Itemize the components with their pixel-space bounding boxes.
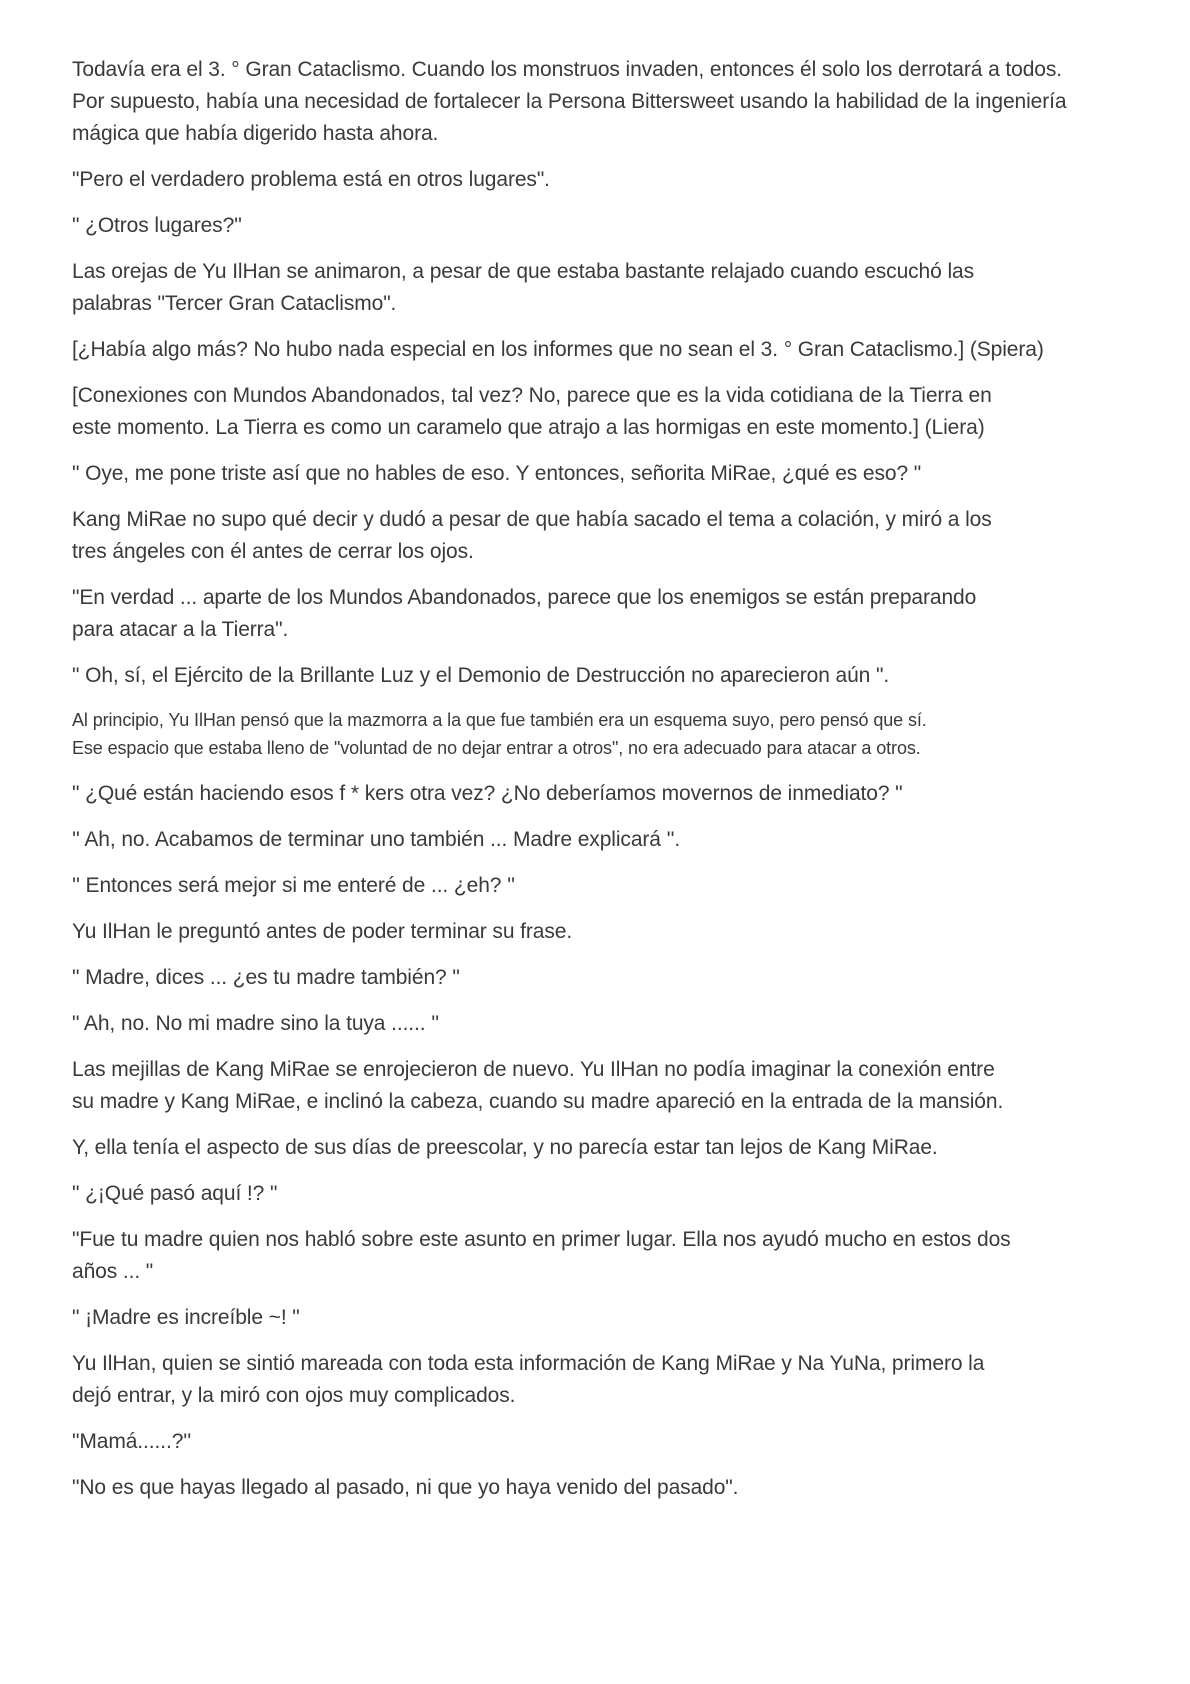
text-line: "No es que hayas llegado al pasado, ni que yo haya venido del pasado". [72, 1476, 739, 1499]
paragraph [72, 660, 1122, 692]
text-line: Todavía era el 3. ° Gran Cataclismo. Cuando los monstruos invaden, entonces él solo los derrotará a todos. [72, 58, 1063, 81]
paragraph [72, 1008, 1122, 1040]
text-line: Yu IlHan, quien se sintió mareada con toda esta información de Kang MiRae y Na YuNa, primero la [72, 1352, 985, 1375]
text-line: [¿Había algo más? No hubo nada especial en los informes que no sean el 3. ° Gran Cataclismo.] (Spiera) [72, 338, 1044, 361]
text-line: " ¿Qué están haciendo esos f * kers otra vez? ¿No deberíamos movernos de inmediato? " [72, 782, 903, 805]
text-line: para atacar a la Tierra". [72, 618, 289, 641]
paragraph [72, 256, 1122, 320]
paragraph [72, 582, 1122, 646]
paragraph [72, 706, 1122, 762]
paragraph [72, 870, 1122, 902]
text-line: '' Ah, no. Acabamos de terminar uno también ... Madre explicará ''. [72, 828, 681, 851]
text-line: Por supuesto, había una necesidad de fortalecer la Persona Bittersweet usando la habilidad de la ingeniería [72, 90, 1067, 113]
text-line: Y, ella tenía el aspecto de sus días de preescolar, y no parecía estar tan lejos de Kang MiRae. [72, 1136, 938, 1159]
paragraph [72, 824, 1122, 856]
text-line: " Ah, no. No mi madre sino la tuya ...... '' [72, 1012, 440, 1035]
document-page [72, 54, 1122, 1518]
text-line: Kang MiRae no supo qué decir y dudó a pesar de que había sacado el tema a colación, y miró a los [72, 508, 992, 531]
text-line: Ese espacio que estaba lleno de "voluntad de no dejar entrar a otros", no era adecuado para atacar a otros. [72, 738, 921, 758]
paragraph [72, 54, 1122, 150]
text-line: Las mejillas de Kang MiRae se enrojecieron de nuevo. Yu IlHan no podía imaginar la conexión entre [72, 1058, 995, 1081]
text-line: "Pero el verdadero problema está en otros lugares". [72, 168, 550, 191]
paragraph [72, 458, 1122, 490]
paragraph [72, 1302, 1122, 1334]
text-line: "En verdad ... aparte de los Mundos Abandonados, parece que los enemigos se están preparando [72, 586, 977, 609]
text-line: dejó entrar, y la miró con ojos muy complicados. [72, 1384, 516, 1407]
paragraph [72, 1132, 1122, 1164]
text-line: '' Entonces será mejor si me enteré de ... ¿eh? '' [72, 874, 515, 897]
text-line: " ¿¡Qué pasó aquí !? " [72, 1182, 278, 1205]
paragraph [72, 1054, 1122, 1118]
paragraph [72, 962, 1122, 994]
paragraph [72, 1178, 1122, 1210]
paragraph [72, 164, 1122, 196]
text-line: Al principio, Yu IlHan pensó que la mazmorra a la que fue también era un esquema suyo, pero pensó que sí. [72, 710, 927, 730]
paragraph [72, 504, 1122, 568]
paragraph [72, 1224, 1122, 1288]
text-line: mágica que había digerido hasta ahora. [72, 122, 439, 145]
text-line: años ... " [72, 1260, 154, 1283]
text-line: palabras "Tercer Gran Cataclismo". [72, 292, 397, 315]
paragraph [72, 1426, 1122, 1458]
paragraph [72, 210, 1122, 242]
paragraph [72, 1348, 1122, 1412]
text-line: Yu IlHan le preguntó antes de poder terminar su frase. [72, 920, 573, 943]
text-line: "Mamá......?'' [72, 1430, 192, 1453]
paragraph [72, 1472, 1122, 1504]
text-line: Las orejas de Yu IlHan se animaron, a pesar de que estaba bastante relajado cuando escuchó las [72, 260, 974, 283]
text-line: este momento. La Tierra es como un caramelo que atrajo a las hormigas en este momento.] (Liera) [72, 416, 985, 439]
text-line: " ¿Otros lugares?'' [72, 214, 242, 237]
text-line: " Oye, me pone triste así que no hables de eso. Y entonces, señorita MiRae, ¿qué es eso? " [72, 462, 922, 485]
paragraph [72, 380, 1122, 444]
paragraph [72, 778, 1122, 810]
text-line: " Oh, sí, el Ejército de la Brillante Luz y el Demonio de Destrucción no aparecieron aún ". [72, 664, 890, 687]
text-line: [Conexiones con Mundos Abandonados, tal vez? No, parece que es la vida cotidiana de la Tierra en [72, 384, 992, 407]
text-line: " Madre, dices ... ¿es tu madre también? " [72, 966, 460, 989]
text-line: "Fue tu madre quien nos habló sobre este asunto en primer lugar. Ella nos ayudó mucho en estos dos [72, 1228, 1011, 1251]
text-line: su madre y Kang MiRae, e inclinó la cabeza, cuando su madre apareció en la entrada de la mansión. [72, 1090, 1004, 1113]
paragraph [72, 334, 1122, 366]
text-line: tres ángeles con él antes de cerrar los ojos. [72, 540, 474, 563]
text-line: " ¡Madre es increíble ~! " [72, 1306, 300, 1329]
paragraph [72, 916, 1122, 948]
